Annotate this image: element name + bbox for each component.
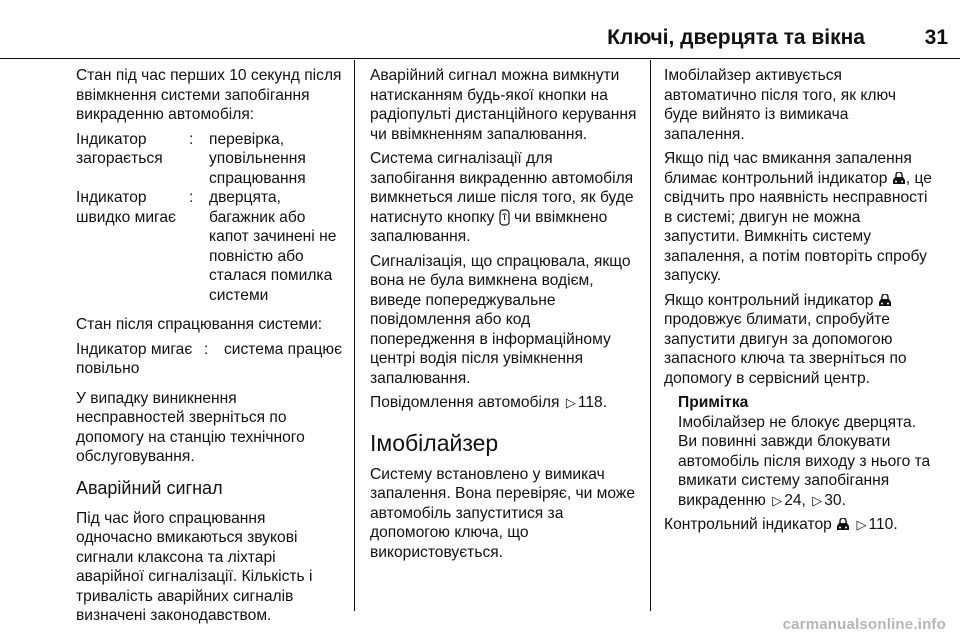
indicator-continues-text: Якщо контрольний індикатор [664,291,874,309]
page-ref-arrow-icon: ▷ [565,395,576,410]
indicator-colon: : [204,340,209,358]
alarm-heading: Аварійний сигнал [76,477,223,498]
fault-paragraph: У випадку виникнення несправностей зверніться по допомогу на станцію технічного обслуговування. [76,389,305,465]
page-title: Ключі, дверцята та вікна [607,26,865,49]
column-1 [76,66,344,631]
indicator-value: система працює [224,340,343,358]
system-off-text: Система сигналізації для запобігання викраденню автомобіля вимкнеться лише після того, як буде натиснуто кнопку [370,150,634,226]
activation-paragraph: Імобілайзер активується автоматично після того, як ключ буде вийнято із вимикача запалення. [664,67,896,143]
indicator-blink-paragraph [664,149,932,286]
note-text [678,413,932,511]
indicator-blink-text: Якщо під час вмикання запалення блимає контрольний індикатор [664,150,912,187]
column-2 [370,66,638,567]
note-block [678,393,932,510]
indicator-continues-text-end: продовжує блимати, спробуйте запустити двигун за допомогою запасного ключа та зверніться по допомогу в сервісний центр. [664,311,907,387]
indicator-label: Індикатор загорається [76,130,163,167]
state-after-paragraph: Стан після спрацювання системи: [76,316,323,333]
key-icon [499,209,510,226]
column-divider [354,60,355,611]
column-divider [650,60,651,611]
header-rule [0,58,960,59]
indicator-label: Індикатор швидко мигає [76,189,177,226]
page-ref-arrow-icon: ▷ [772,492,783,508]
indicator-row [76,340,344,379]
intro-paragraph: Стан під час перших 10 секунд після ввімкнення системи запобігання викраденню автомобіля: [76,67,342,123]
indicator-row [76,188,344,305]
page-ref-arrow-icon: ▷ [856,517,867,532]
page-ref-arrow-icon: ▷ [812,492,823,508]
control-indicator-ref [664,515,932,535]
page-header [0,0,960,58]
system-off-paragraph [370,149,638,247]
page-number: 31 [924,26,948,49]
system-off-text-end: чи ввімкнено запалювання. [370,208,608,245]
car-lock-icon [836,518,850,531]
indicator-blink-text-end: , це свідчить про наявність несправності в системі; двигун не можна запустити. Вимкніть систему запалення, а потім повторіть спробу запуску. [664,169,932,284]
car-lock-icon [878,294,892,307]
indicator-row [76,130,344,189]
alarm-paragraph: Під час його спрацювання одночасно вмикаються звукові сигнали клаксона та ліхтарі аварійної сигналізації. Кількість і тривалість аварійних сигналів визначені законодавством. [76,509,313,624]
control-indicator-text: Контрольний індикатор [664,516,832,533]
immobilizer-heading: Імобілайзер [370,429,499,456]
vehicle-messages-text: Повідомлення автомобіля [370,394,560,411]
page-ref[interactable]: 118. [577,394,608,411]
indicator-value: дверцята, багажник або капот зачинені не повністю або сталася помилка системи [209,189,337,304]
page-ref[interactable]: 110. [868,516,898,533]
indicator-value: перевірка, уповільнення спрацювання [209,130,306,187]
watermark: carmanualsonline.info [782,616,946,633]
alarm-off-paragraph: Аварійний сигнал можна вимкнути натисканням будь-якої кнопки на радіопульті дистанційного керування чи ввімкненням запалювання. [370,67,637,143]
triggered-alarm-paragraph: Сигналізація, що спрацювала, якщо вона не була вимкнена водієм, виведе попереджувальне повідомлення або код попередження в інформаційному центрі водія після увімкнення запалювання. [370,252,631,387]
immobilizer-paragraph: Систему встановлено у вимикач запалення. Вона перевіряє, чи може автомобіль запуститися за допомогою ключа, що використовується. [370,465,635,561]
page-ref[interactable]: 30. [824,491,846,509]
indicator-label: Індикатор мигає повільно [76,340,193,377]
note-title: Примітка [678,394,749,411]
column-3 [664,66,932,540]
indicator-colon: : [189,130,194,148]
indicator-colon: : [189,189,194,206]
indicator-continues-paragraph [664,291,932,389]
note-body: Імобілайзер не блокує дверцята. Ви повинні завжди блокувати автомобіль після виходу з нього та вмикати систему запобігання викраденню [678,413,931,509]
vehicle-messages-ref [370,393,638,413]
car-lock-icon [892,172,906,185]
page-ref[interactable]: 24, [784,491,806,509]
